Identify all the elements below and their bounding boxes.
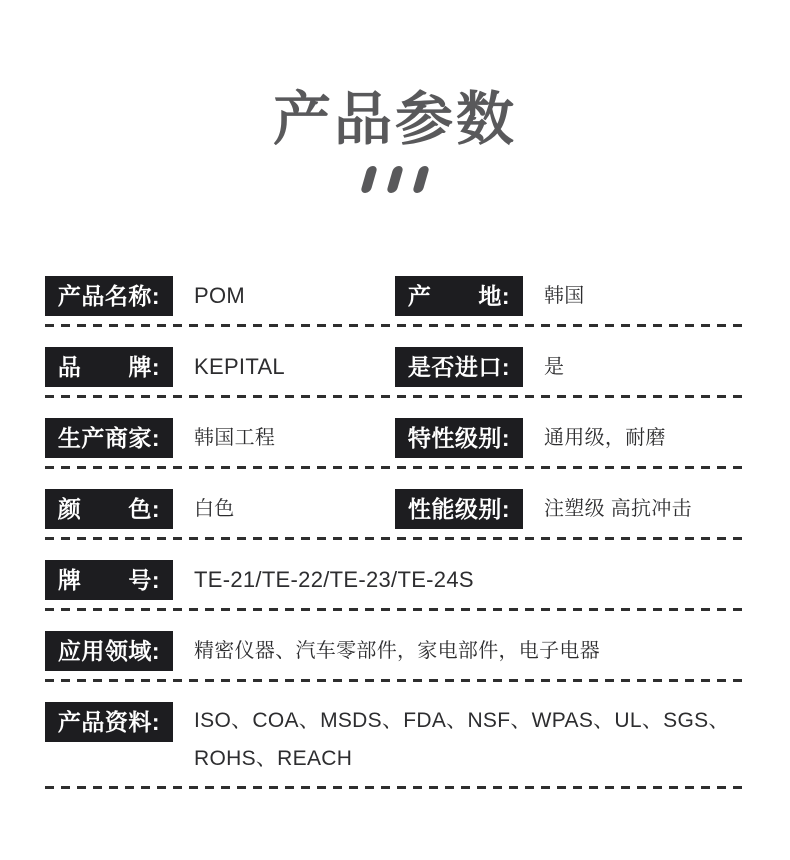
slash-mark-icon: [360, 166, 378, 193]
imported-value: 是: [544, 355, 565, 378]
spec-cell-manufacturer: [45, 418, 395, 458]
spec-cell-characteristic-grade: [395, 418, 745, 458]
slash-mark-icon: [412, 166, 430, 193]
brand-label: 品 牌:: [45, 347, 173, 387]
performance-grade-value: 注塑级 高抗冲击: [544, 497, 692, 520]
applications-value: 精密仪器、汽车零部件，家电部件，电子电器: [194, 639, 600, 662]
spec-row-color-performance: [45, 469, 745, 537]
spec-row-manufacturer-grade: [45, 398, 745, 466]
manufacturer-label: 生产商家:: [45, 418, 173, 458]
color-label: 颜 色:: [45, 489, 173, 529]
spec-cell-grade-number: [45, 560, 745, 600]
documents-label: 产品资料:: [45, 702, 173, 742]
color-value: 白色: [194, 497, 235, 520]
spec-cell-applications: [45, 631, 745, 671]
spec-cell-color: [45, 489, 395, 529]
brand-value: KEPITAL: [194, 353, 285, 379]
quote-marks-icon: [45, 166, 745, 194]
page-title: 产品参数: [272, 87, 517, 152]
title-section: [45, 0, 745, 194]
spec-row-brand-imported: [45, 327, 745, 395]
applications-label: 应用领域:: [45, 631, 173, 671]
product-name-label: 产品名称:: [45, 276, 173, 316]
spec-row-applications: [45, 611, 745, 679]
characteristic-grade-label: 特性级别:: [395, 418, 523, 458]
spec-row-documents: [45, 682, 745, 786]
spec-cell-origin: [395, 276, 745, 316]
spec-cell-performance-grade: [395, 489, 745, 529]
spec-cell-imported: [395, 347, 745, 387]
spec-row-name-origin: [45, 256, 745, 324]
slash-mark-icon: [386, 166, 404, 193]
spec-table: [45, 256, 745, 789]
performance-grade-label: 性能级别:: [395, 489, 523, 529]
characteristic-grade-value: 通用级，耐磨: [544, 426, 666, 449]
dashed-divider: [45, 786, 745, 789]
spec-row-grade-number: [45, 540, 745, 608]
documents-value: ISO、COA、MSDS、FDA、NSF、WPAS、UL、SGS、ROHS、REACH: [194, 708, 730, 770]
grade-number-label: 牌 号:: [45, 560, 173, 600]
spec-cell-product-name: [45, 276, 395, 316]
grade-number-value: TE-21/TE-22/TE-23/TE-24S: [194, 566, 474, 592]
imported-label: 是否进口:: [395, 347, 523, 387]
origin-value: 韩国: [544, 284, 585, 307]
spec-cell-brand: [45, 347, 395, 387]
origin-label: 产 地:: [395, 276, 523, 316]
manufacturer-value: 韩国工程: [194, 426, 276, 449]
spec-cell-documents: [45, 702, 745, 778]
product-name-value: POM: [194, 282, 246, 308]
